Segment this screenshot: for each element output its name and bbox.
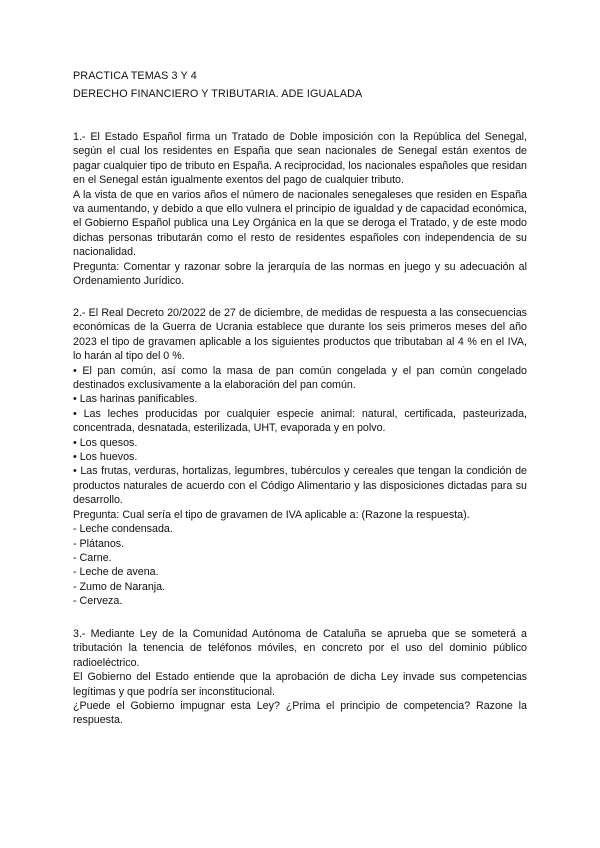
- q2-question: Pregunta: Cual sería el tipo de gravamen de IVA aplicable a: (Razone la respuesta).: [73, 508, 470, 521]
- q3-context: El Gobierno del Estado entiende que la aprobación de dicha Ley invade sus competencias legítimas y que podría ser inconstitucional.: [73, 671, 527, 698]
- q2-item: - Leche condensada.: [73, 523, 173, 536]
- doc-subtitle: DERECHO FINANCIERO Y TRIBUTARIA. ADE IGUALADA: [73, 88, 363, 100]
- q2-item: - Carne.: [73, 551, 112, 564]
- question-2: [73, 306, 527, 609]
- q2-bullet: • El pan común, así como la masa de pan común congelada y el pan común congelado destinados exclusivamente a la elaboración del pan común.: [73, 364, 527, 393]
- question-3: [73, 627, 527, 728]
- q3-question: ¿Puede el Gobierno impugnar esta Ley? ¿Prima el principio de competencia? Razone la respuesta.: [73, 700, 527, 727]
- q2-bullet: • Los quesos.: [73, 436, 527, 450]
- q2-item: - Leche de avena.: [73, 566, 159, 579]
- q3-statement: 3.- Mediante Ley de la Comunidad Autónoma de Cataluña se aprueba que se someterá a tributación la tenencia de teléfonos móviles, en concreto por el uso del dominio público radioeléctrico.: [73, 628, 527, 669]
- question-1: [73, 130, 527, 288]
- q2-bullet: • Las leches producidas por cualquier especie animal: natural, certificada, pasteurizada, concentrada, desnatada, esterilizada, UHT, evaporada y en polvo.: [73, 407, 527, 436]
- q2-item: - Plátanos.: [73, 537, 125, 550]
- q1-context: A la vista de que en varios años el número de nacionales senegaleses que residen en España va aumentando, y debido a que ello vulnera el principio de igualdad y de capacidad económica, el Gobierno Español publica una Ley Orgánica en la que se deroga el Tratado, y de este modo dichas personas tributarán como el resto de residentes españoles con independencia de su nacionalidad.: [73, 188, 527, 259]
- doc-title: PRACTICA TEMAS 3 Y 4: [73, 70, 197, 82]
- q2-intro: 2.- El Real Decreto 20/2022 de 27 de diciembre, de medidas de respuesta a las consecuencias económicas de la Guerra de Ucrania establece que durante los seis primeros meses del año 2023 el tipo de gravamen aplicable a los siguientes productos que tributaban al 4 % en el IVA, lo harán al tipo del 0 %.: [73, 307, 527, 363]
- q1-question: Pregunta: Comentar y razonar sobre la jerarquía de las normas en juego y su adecuación al Ordenamiento Jurídico.: [73, 260, 527, 288]
- q1-statement: 1.- El Estado Español firma un Tratado de Doble imposición con la República del Senegal, según el cual los residentes en España que sean nacionales de Senegal están exentos de pagar cualquier tipo de tributo en España. A reciprocidad, los nacionales españoles que residan en el Senegal están igualmente exentos del pago de cualquier tributo.: [73, 131, 527, 187]
- q2-bullet: • Los huevos.: [73, 450, 527, 464]
- q2-bullet: • Las frutas, verduras, hortalizas, legumbres, tubérculos y cereales que tengan la condición de productos naturales de acuerdo con el Código Alimentario y las disposiciones dictadas para su desarrollo.: [73, 464, 527, 507]
- q2-item: - Zumo de Naranja.: [73, 580, 166, 593]
- q2-item: - Cerveza.: [73, 595, 123, 608]
- q2-bullet: • Las harinas panificables.: [73, 392, 527, 406]
